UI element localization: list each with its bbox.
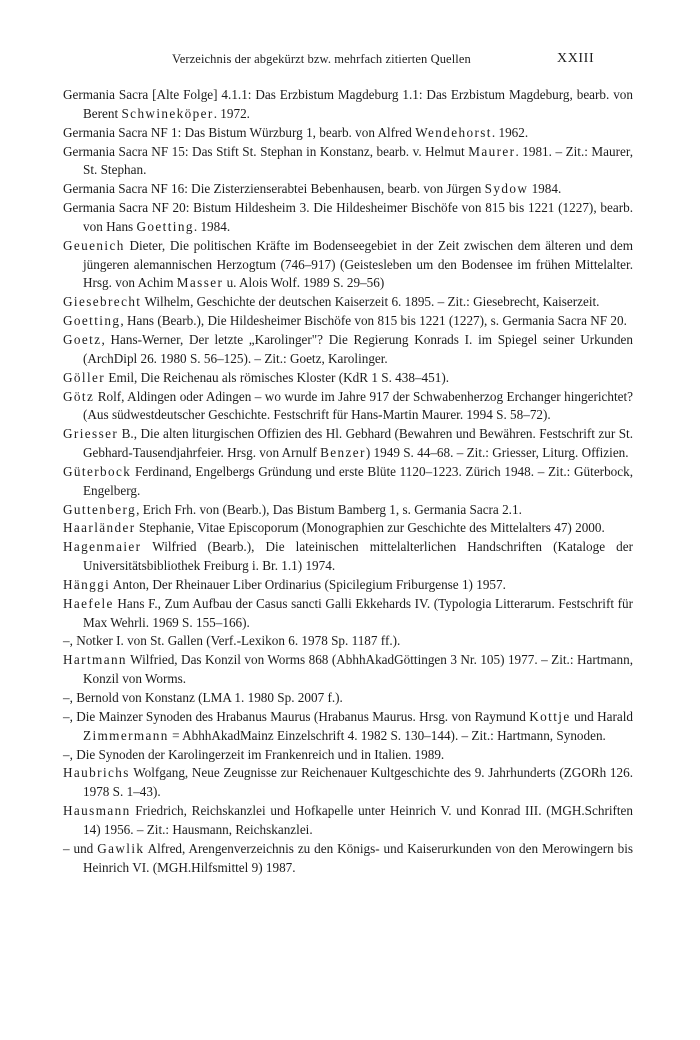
- author-name: Giesebrecht: [63, 294, 142, 310]
- entry-text: 1984.: [528, 181, 562, 197]
- entry-text: –, Die Synoden der Karolingerzeit im Frankenreich und in Italien. 1989.: [63, 746, 445, 762]
- bibliography-entry: [63, 143, 633, 181]
- entry-text: Friedrich, Reichskanzlei und Hofkapelle unter Heinrich V. und Konrad III. (MGH.Schriften 14) 1956. – Zit.: Hausmann, Reichskanzlei.: [83, 803, 633, 837]
- author-name: Kottje: [529, 708, 571, 724]
- bibliography-entry: [63, 463, 633, 501]
- author-name: Hausmann: [63, 803, 131, 819]
- entry-text: Wilfried (Bearb.), Die lateinischen mittelalterlichen Handschriften (Kataloge der Universitätsbibliothek Freiburg i. Br. 1.1) 1974.: [83, 539, 633, 574]
- bibliography-entry: [63, 632, 633, 651]
- author-name: Götz: [63, 388, 95, 404]
- bibliography-entry: [63, 595, 633, 633]
- entry-text: –, Notker I. von St. Gallen (Verf.-Lexikon 6. 1978 Sp. 1187 ff.).: [63, 633, 401, 649]
- entry-text: und Harald: [570, 708, 633, 724]
- bibliography-entry: [63, 840, 633, 878]
- entry-text: . 1972.: [213, 105, 250, 121]
- entry-text: . 1962.: [491, 124, 529, 140]
- bibliography-entry: [63, 293, 633, 312]
- bibliography-entry: [63, 312, 633, 331]
- entry-text: Stephanie, Vitae Episcoporum (Monographien zur Geschichte des Mittelalters 47) 2000.: [135, 520, 605, 536]
- entry-text: Hans F., Zum Aufbau der Casus sancti Galli Ekkehards IV. (Typologia Litterarum. Festschrift für Max Wehrli. 1969 S. 155–166).: [83, 595, 633, 630]
- bibliography-entry: [63, 689, 633, 708]
- bibliography-entry: [63, 388, 633, 426]
- author-name: Göller: [63, 369, 106, 385]
- author-name: Masser: [176, 275, 224, 291]
- author-name: Goetting: [136, 218, 194, 234]
- author-name: Haarländer: [63, 520, 136, 536]
- bibliography-entry: [63, 708, 633, 746]
- entry-text: , Hans-Werner, Der letzte „Karolinger"? Die Regierung Konrads I. im Spiegel seiner Urkunden (ArchDipl 26. 1980 S. 56–125). – Zit.: Goetz, Karolinger.: [83, 331, 633, 366]
- bibliography-list: [63, 86, 633, 877]
- entry-text: . 1981. – Zit.: Maurer, St. Stephan.: [83, 143, 633, 178]
- entry-text: Alfred, Arengenverzeichnis zu den Königs- und Kaiserurkunden von den Merowingern bis Heinrich VI. (MGH.Hilfsmittel 9) 1987.: [83, 840, 634, 875]
- entry-text: –, Die Mainzer Synoden des Hrabanus Maurus (Hrabanus Maurus. Hrsg. von Raymund: [63, 708, 530, 724]
- bibliography-entry: [63, 651, 633, 689]
- entry-text: u. Alois Wolf. 1989 S. 29–56): [223, 275, 385, 291]
- entry-text: Germania Sacra NF 1: Das Bistum Würzburg 1, bearb. von Alfred: [63, 124, 416, 140]
- author-name: Güterbock: [63, 463, 132, 479]
- author-name: Geuenich: [63, 237, 125, 253]
- entry-text: – und: [63, 840, 98, 856]
- author-name: Sydow: [484, 181, 529, 197]
- running-head: [0, 52, 700, 72]
- bibliography-entry: [63, 369, 633, 388]
- entry-text: Emil, Die Reichenau als römisches Kloster (KdR 1 S. 438–451).: [105, 369, 450, 385]
- author-name: Gawlik: [97, 840, 145, 856]
- author-name: Goetting: [63, 313, 121, 329]
- bibliography-entry: [63, 576, 633, 595]
- entry-text: Wilfried, Das Konzil von Worms 868 (AbhhAkadGöttingen 3 Nr. 105) 1977. – Zit.: Hartmann, Konzil von Worms.: [83, 652, 633, 687]
- entry-text: Germania Sacra NF 16: Die Zisterzienserabtei Bebenhausen, bearb. von Jürgen: [63, 181, 485, 197]
- entry-text: Wilhelm, Geschichte der deutschen Kaiserzeit 6. 1895. – Zit.: Giesebrecht, Kaiserzeit.: [141, 294, 600, 310]
- bibliography-entry: [63, 180, 633, 199]
- bibliography-entry: [63, 199, 633, 237]
- bibliography-entry: [63, 124, 633, 143]
- author-name: Haubrichs: [63, 765, 130, 781]
- entry-text: Dieter, Die politischen Kräfte im Bodenseegebiet in der Zeit zwischen dem älteren und dem jüngeren alemannischen Herzogtum (746–917) (Geistesleben um den Bodensee im frühen Mittelalter. Hrsg. von Achim: [83, 237, 633, 291]
- entry-text: Anton, Der Rheinauer Liber Ordinarius (Spicilegium Friburgense 1) 1957.: [110, 576, 506, 592]
- author-name: Griesser: [63, 426, 119, 442]
- author-name: Hänggi: [63, 576, 111, 592]
- bibliography-entry: [63, 425, 633, 463]
- entry-text: . 1984.: [193, 218, 231, 234]
- entry-text: Germania Sacra [Alte Folge] 4.1.1: Das Erzbistum Magdeburg 1.1: Das Erzbistum Magdeburg, bearb. von Berent: [63, 87, 633, 121]
- bibliography-entry: [63, 237, 633, 294]
- bibliography-entry: [63, 746, 633, 765]
- entry-text: , Hans (Bearb.), Die Hildesheimer Bischöfe von 815 bis 1221 (1227), s. Germania Sacra NF 20.: [120, 313, 627, 329]
- entry-text: Wolfgang, Neue Zeugnisse zur Reichenauer Kultgeschichte des 9. Jahrhunderts (ZGORh 126. 1978 S. 1–43).: [83, 765, 633, 800]
- author-name: Schwineköper: [121, 105, 214, 121]
- entry-text: –, Bernold von Konstanz (LMA 1. 1980 Sp. 2007 f.).: [63, 690, 343, 705]
- bibliography-entry: [63, 802, 633, 840]
- entry-text: Germania Sacra NF 15: Das Stift St. Stephan in Konstanz, bearb. v. Helmut: [63, 143, 469, 159]
- author-name: Goetz: [63, 331, 102, 347]
- author-name: Zimmermann: [83, 727, 169, 743]
- author-name: Wendehorst: [415, 124, 492, 140]
- author-name: Hagenmaier: [63, 539, 142, 555]
- entry-text: Germania Sacra NF 20: Bistum Hildesheim 3. Die Hildesheimer Bischöfe von 815 bis 1221 (1227), bearb. von Hans: [63, 200, 633, 234]
- author-name: Benzer: [320, 445, 366, 461]
- bibliography-entry: [63, 519, 633, 538]
- running-title: Verzeichnis der abgekürzt bzw. mehrfach zitierten Quellen: [172, 52, 471, 66]
- page-number: XXIII: [557, 51, 595, 66]
- entry-text: , Erich Frh. von (Bearb.), Das Bistum Bamberg 1, s. Germania Sacra 2.1.: [136, 501, 522, 517]
- author-name: Hartmann: [63, 652, 127, 668]
- entry-text: ) 1949 S. 44–68. – Zit.: Griesser, Liturg. Offizien.: [365, 445, 629, 461]
- bibliography-entry: [63, 331, 633, 369]
- bibliography-entry: [63, 86, 633, 124]
- bibliography-entry: [63, 501, 633, 520]
- entry-text: Rolf, Aldingen oder Adingen – wo wurde im Jahre 917 der Schwabenherzog Erchanger hingerichtet? (Aus südwestdeutscher Geschichte. Festschrift für Hans-Martin Maurer. 1994 S. 58–72).: [83, 388, 633, 423]
- entry-text: = AbhhAkadMainz Einzelschrift 4. 1982 S. 130–144). – Zit.: Hartmann, Synoden.: [168, 727, 606, 743]
- bibliography-entry: [63, 764, 633, 802]
- author-name: Maurer: [468, 143, 516, 159]
- bibliography-entry: [63, 538, 633, 576]
- entry-text: Ferdinand, Engelbergs Gründung und erste Blüte 1120–1223. Zürich 1948. – Zit.: Güterbock, Engelberg.: [83, 463, 633, 498]
- author-name: Guttenberg: [63, 501, 137, 517]
- entry-text: B., Die alten liturgischen Offizien des Hl. Gebhard (Bewahren und Bewähren. Festschrift zur St. Gebhard-Tausendjahrfeier. Hrsg. von Arnulf: [83, 426, 633, 461]
- author-name: Haefele: [63, 595, 114, 611]
